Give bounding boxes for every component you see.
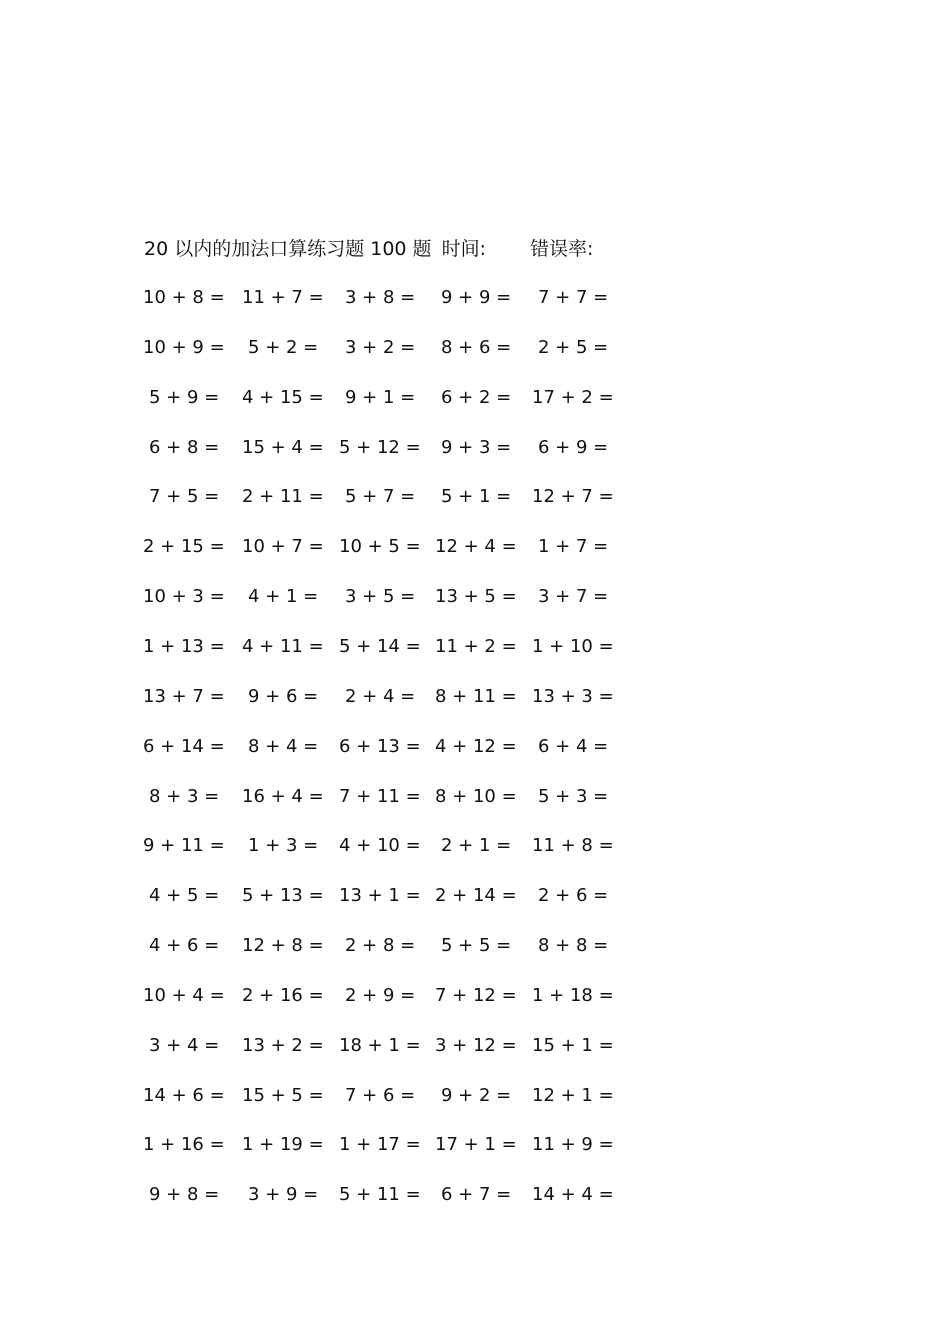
addition-problem: 13 + 2 = <box>242 1035 324 1056</box>
addition-problem: 3 + 8 = <box>345 287 416 308</box>
problem-row <box>0 335 950 361</box>
addition-problem: 10 + 9 = <box>143 337 225 358</box>
addition-problem: 17 + 1 = <box>435 1134 517 1155</box>
addition-problem: 8 + 8 = <box>538 935 609 956</box>
addition-problem: 5 + 9 = <box>149 387 220 408</box>
addition-problem: 5 + 13 = <box>242 885 324 906</box>
addition-problem: 2 + 14 = <box>435 885 517 906</box>
addition-problem: 11 + 7 = <box>242 287 324 308</box>
addition-problem: 4 + 5 = <box>149 885 220 906</box>
problem-row <box>0 1182 950 1208</box>
addition-problem: 5 + 12 = <box>339 437 421 458</box>
addition-problem: 5 + 14 = <box>339 636 421 657</box>
problem-row <box>0 285 950 311</box>
addition-problem: 1 + 3 = <box>248 835 319 856</box>
addition-problem: 13 + 5 = <box>435 586 517 607</box>
addition-problem: 10 + 4 = <box>143 985 225 1006</box>
addition-problem: 8 + 3 = <box>149 786 220 807</box>
addition-problem: 9 + 11 = <box>143 835 225 856</box>
addition-problem: 13 + 3 = <box>532 686 614 707</box>
problem-row <box>0 435 950 461</box>
addition-problem: 5 + 5 = <box>441 935 512 956</box>
addition-problem: 1 + 18 = <box>532 985 614 1006</box>
addition-problem: 13 + 1 = <box>339 885 421 906</box>
addition-problem: 9 + 6 = <box>248 686 319 707</box>
addition-problem: 12 + 7 = <box>532 486 614 507</box>
addition-problem: 9 + 2 = <box>441 1085 512 1106</box>
addition-problem: 4 + 15 = <box>242 387 324 408</box>
addition-problem: 11 + 9 = <box>532 1134 614 1155</box>
addition-problem: 10 + 5 = <box>339 536 421 557</box>
problem-row <box>0 883 950 909</box>
addition-problem: 8 + 6 = <box>441 337 512 358</box>
addition-problem: 2 + 4 = <box>345 686 416 707</box>
addition-problem: 6 + 2 = <box>441 387 512 408</box>
addition-problem: 7 + 5 = <box>149 486 220 507</box>
addition-problem: 3 + 2 = <box>345 337 416 358</box>
addition-problem: 9 + 3 = <box>441 437 512 458</box>
problem-row <box>0 385 950 411</box>
addition-problem: 4 + 6 = <box>149 935 220 956</box>
addition-problem: 3 + 9 = <box>248 1184 319 1205</box>
problem-row <box>0 1033 950 1059</box>
problem-row <box>0 983 950 1009</box>
addition-problem: 15 + 4 = <box>242 437 324 458</box>
worksheet-title: 20 以内的加法口算练习题 100 题 <box>144 238 432 260</box>
addition-problem: 2 + 6 = <box>538 885 609 906</box>
addition-problem: 3 + 7 = <box>538 586 609 607</box>
addition-problem: 10 + 8 = <box>143 287 225 308</box>
addition-problem: 1 + 16 = <box>143 1134 225 1155</box>
addition-problem: 7 + 11 = <box>339 786 421 807</box>
addition-problem: 5 + 11 = <box>339 1184 421 1205</box>
addition-problem: 7 + 12 = <box>435 985 517 1006</box>
addition-problem: 17 + 2 = <box>532 387 614 408</box>
addition-problem: 3 + 5 = <box>345 586 416 607</box>
addition-problem: 14 + 4 = <box>532 1184 614 1205</box>
addition-problem: 11 + 2 = <box>435 636 517 657</box>
worksheet-header <box>144 236 593 262</box>
addition-problem: 14 + 6 = <box>143 1085 225 1106</box>
addition-problem: 1 + 13 = <box>143 636 225 657</box>
addition-problem: 6 + 7 = <box>441 1184 512 1205</box>
addition-problem: 4 + 11 = <box>242 636 324 657</box>
addition-problem: 6 + 4 = <box>538 736 609 757</box>
addition-problem: 10 + 7 = <box>242 536 324 557</box>
addition-problem: 6 + 8 = <box>149 437 220 458</box>
problem-row <box>0 634 950 660</box>
addition-problem: 8 + 4 = <box>248 736 319 757</box>
addition-problem: 6 + 14 = <box>143 736 225 757</box>
addition-problem: 4 + 1 = <box>248 586 319 607</box>
addition-problem: 2 + 9 = <box>345 985 416 1006</box>
addition-problem: 2 + 5 = <box>538 337 609 358</box>
addition-problem: 1 + 10 = <box>532 636 614 657</box>
addition-problem: 1 + 7 = <box>538 536 609 557</box>
addition-problem: 8 + 11 = <box>435 686 517 707</box>
addition-problem: 2 + 1 = <box>441 835 512 856</box>
problem-row <box>0 1132 950 1158</box>
problem-row <box>0 534 950 560</box>
addition-problem: 15 + 1 = <box>532 1035 614 1056</box>
time-label: 时间: <box>441 238 486 260</box>
problem-row <box>0 933 950 959</box>
addition-problem: 16 + 4 = <box>242 786 324 807</box>
addition-problem: 6 + 9 = <box>538 437 609 458</box>
addition-problem: 9 + 8 = <box>149 1184 220 1205</box>
addition-problem: 5 + 3 = <box>538 786 609 807</box>
addition-problem: 18 + 1 = <box>339 1035 421 1056</box>
addition-problem: 9 + 9 = <box>441 287 512 308</box>
addition-problem: 15 + 5 = <box>242 1085 324 1106</box>
addition-problem: 8 + 10 = <box>435 786 517 807</box>
addition-problem: 1 + 19 = <box>242 1134 324 1155</box>
problem-row <box>0 684 950 710</box>
problem-row <box>0 484 950 510</box>
addition-problem: 2 + 16 = <box>242 985 324 1006</box>
addition-problem: 5 + 1 = <box>441 486 512 507</box>
addition-problem: 5 + 7 = <box>345 486 416 507</box>
problem-row <box>0 584 950 610</box>
addition-problem: 3 + 12 = <box>435 1035 517 1056</box>
addition-problem: 2 + 11 = <box>242 486 324 507</box>
addition-problem: 12 + 8 = <box>242 935 324 956</box>
problem-row <box>0 734 950 760</box>
addition-problem: 3 + 4 = <box>149 1035 220 1056</box>
addition-problem: 4 + 10 = <box>339 835 421 856</box>
addition-problem: 12 + 4 = <box>435 536 517 557</box>
addition-problem: 9 + 1 = <box>345 387 416 408</box>
problem-row <box>0 784 950 810</box>
addition-problem: 7 + 7 = <box>538 287 609 308</box>
addition-problem: 10 + 3 = <box>143 586 225 607</box>
error-rate-label: 错误率: <box>529 238 594 260</box>
addition-problem: 6 + 13 = <box>339 736 421 757</box>
addition-problem: 1 + 17 = <box>339 1134 421 1155</box>
addition-problem: 4 + 12 = <box>435 736 517 757</box>
problem-row <box>0 833 950 859</box>
addition-problem: 5 + 2 = <box>248 337 319 358</box>
addition-problem: 12 + 1 = <box>532 1085 614 1106</box>
addition-problem: 2 + 8 = <box>345 935 416 956</box>
problem-row <box>0 1083 950 1109</box>
addition-problem: 2 + 15 = <box>143 536 225 557</box>
addition-problem: 13 + 7 = <box>143 686 225 707</box>
addition-problem: 7 + 6 = <box>345 1085 416 1106</box>
addition-problem: 11 + 8 = <box>532 835 614 856</box>
